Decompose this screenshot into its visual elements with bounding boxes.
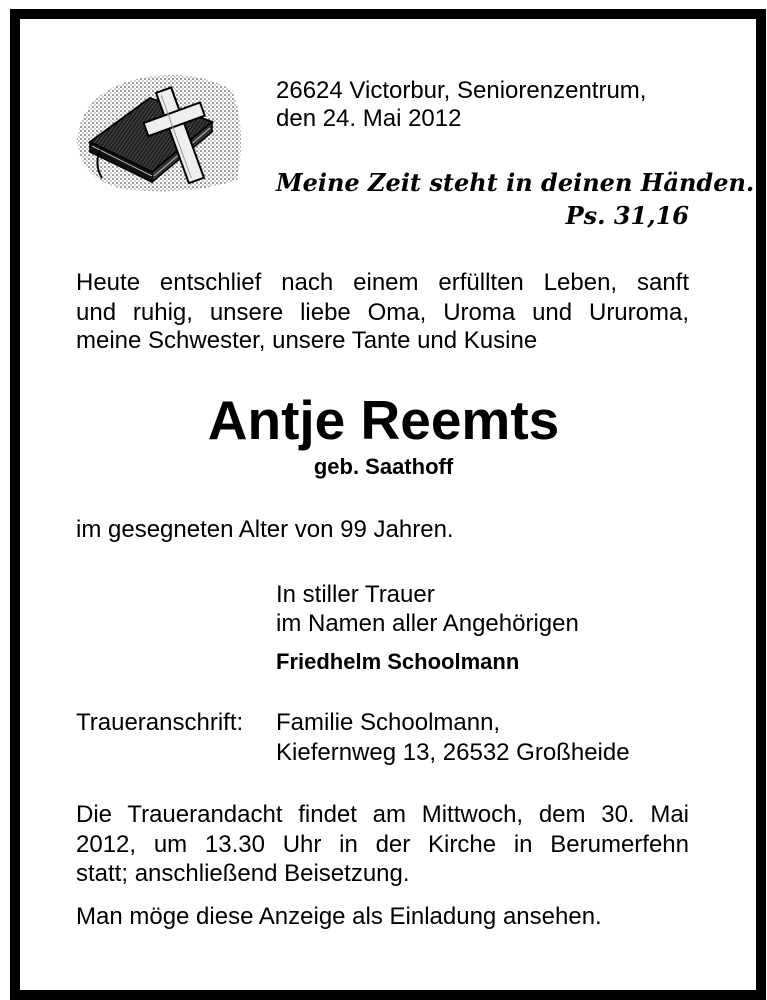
intro-line-1: Heute entschlief nach einem erfüllten Leben, sanft — [76, 269, 689, 296]
service-line-1: Die Trauerandacht findet am Mittwoch, dem 30. Mai — [76, 801, 689, 828]
signer-name: Friedhelm Schoolmann — [276, 649, 520, 674]
service-line-3: statt; anschließend Beisetzung. — [76, 860, 410, 887]
invitation-line: Man möge diese Anzeige als Einladung ansehen. — [76, 903, 602, 930]
place-line: 26624 Victorbur, Seniorenzentrum, — [276, 77, 647, 104]
service-line-2: 2012, um 13.30 Uhr in der Kirche in Berumerfehn — [76, 831, 689, 858]
address-line-1: Familie Schoolmann, — [276, 709, 501, 736]
address-line-2: Kiefernweg 13, 26532 Großheide — [276, 739, 630, 766]
verse-text: Meine Zeit steht in deinen Händen. — [276, 168, 755, 197]
date-line: den 24. Mai 2012 — [276, 105, 462, 132]
bible-with-cross-icon — [72, 70, 247, 195]
intro-line-3: meine Schwester, unsere Tante und Kusine — [76, 327, 538, 354]
intro-line-2: und ruhig, unsere liebe Oma, Uroma und Ururoma, — [76, 299, 689, 326]
address-label: Traueranschrift: — [76, 709, 244, 736]
birth-name: geb. Saathoff — [313, 454, 454, 479]
mourning-line-1: In stiller Trauer — [276, 581, 435, 608]
verse-reference: Ps. 31,16 — [565, 201, 689, 230]
age-line: im gesegneten Alter von 99 Jahren. — [76, 516, 454, 543]
mourning-line-2: im Namen aller Angehörigen — [276, 610, 579, 637]
deceased-name: Antje Reemts — [207, 389, 560, 451]
